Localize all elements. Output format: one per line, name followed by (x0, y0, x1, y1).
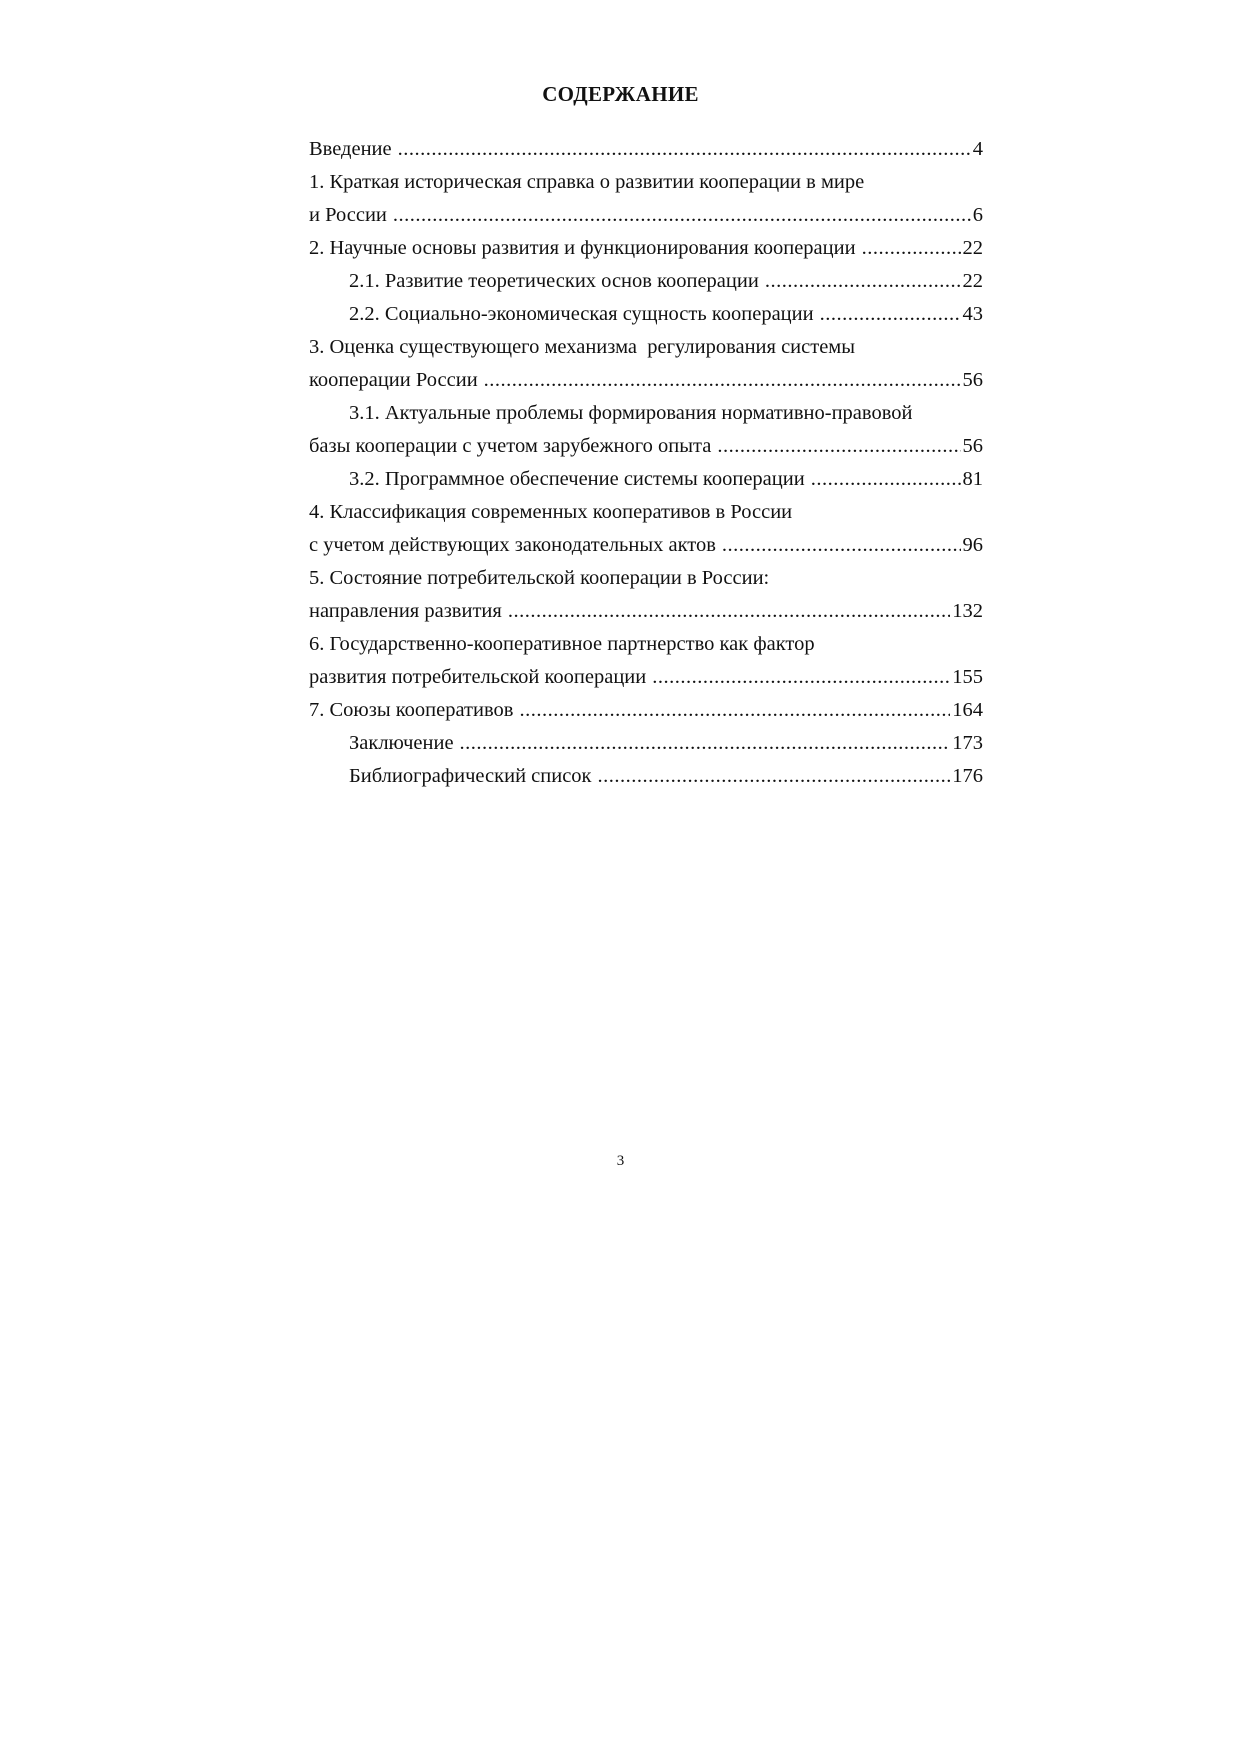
toc-entry-chapter-6-line-1 (309, 628, 983, 661)
toc-entry-chapter-1-line-2 (309, 199, 983, 232)
toc-entry-section-3-1-line-1 (309, 397, 983, 430)
dot-leader (811, 463, 961, 496)
dot-leader (598, 760, 951, 793)
toc-entry-page: 173 (952, 732, 983, 754)
toc-entry-page: 4 (972, 138, 983, 160)
toc-entry-text: кооперации России (309, 369, 478, 391)
toc-entry-page: 43 (962, 303, 983, 325)
toc-entry-chapter-4-line-2 (309, 529, 983, 562)
toc-entry-text: 7. Союзы кооперативов (309, 699, 514, 721)
toc-entry-section-2-2 (309, 298, 983, 331)
toc-entry-text: 3.1. Актуальные проблемы формирования нормативно-правовой (349, 402, 913, 424)
toc-entry-text: 2.2. Социально-экономическая сущность кооперации (349, 303, 814, 325)
toc-entry-chapter-2 (309, 232, 983, 265)
toc-entry-text: 6. Государственно-кооперативное партнерство как фактор (309, 633, 815, 655)
toc-entry-text: 4. Классификация современных кооперативов в России (309, 501, 793, 523)
toc-entry-page: 81 (962, 468, 983, 490)
toc-entry-page: 22 (962, 237, 983, 259)
toc-entry-page: 96 (962, 534, 983, 556)
dot-leader (820, 298, 961, 331)
toc-entry-chapter-5-line-1 (309, 562, 983, 595)
dot-leader (393, 199, 971, 232)
toc-entry-section-3-2 (309, 463, 983, 496)
toc-entry-text: 2. Научные основы развития и функционирования кооперации (309, 237, 856, 259)
page-number: 3 (616, 1153, 625, 1169)
table-of-contents (309, 133, 983, 793)
toc-entry-chapter-6-line-2 (309, 661, 983, 694)
toc-entry-page: 176 (952, 765, 983, 787)
toc-entry-bibliography (309, 760, 983, 793)
toc-entry-chapter-3-line-1 (309, 331, 983, 364)
toc-entry-page: 22 (962, 270, 983, 292)
toc-entry-text: направления развития (309, 600, 502, 622)
dot-leader (484, 364, 961, 397)
toc-entry-introduction (309, 133, 983, 166)
dot-leader (460, 727, 951, 760)
toc-entry-text: 3. Оценка существующего механизма регулирования системы (309, 336, 856, 358)
toc-entry-page: 56 (962, 369, 983, 391)
toc-entry-text: 5. Состояние потребительской кооперации в России: (309, 567, 770, 589)
dot-leader (508, 595, 950, 628)
toc-entry-conclusion (309, 727, 983, 760)
toc-entry-text: развития потребительской кооперации (309, 666, 647, 688)
toc-entry-text: 2.1. Развитие теоретических основ кооперации (349, 270, 759, 292)
dot-leader (398, 133, 971, 166)
toc-entry-text: Введение (309, 138, 392, 160)
toc-entry-page: 56 (962, 435, 983, 457)
toc-entry-chapter-5-line-2 (309, 595, 983, 628)
dot-leader (717, 430, 960, 463)
toc-entry-text: базы кооперации с учетом зарубежного опыта (309, 435, 712, 457)
toc-entry-text: с учетом действующих законодательных актов (309, 534, 716, 556)
page-title: СОДЕРЖАНИЕ (542, 82, 699, 106)
toc-entry-text: Заключение (349, 732, 454, 754)
toc-entry-chapter-7 (309, 694, 983, 727)
toc-entry-chapter-1-line-1 (309, 166, 983, 199)
toc-entry-chapter-3-line-2 (309, 364, 983, 397)
toc-entry-section-2-1 (309, 265, 983, 298)
dot-leader (519, 694, 950, 727)
toc-entry-page: 164 (952, 699, 983, 721)
dot-leader (652, 661, 950, 694)
dot-leader (722, 529, 961, 562)
toc-entry-text: и России (309, 204, 387, 226)
toc-entry-text: 3.2. Программное обеспечение системы кооперации (349, 468, 805, 490)
toc-entry-chapter-4-line-1 (309, 496, 983, 529)
dot-leader (862, 232, 961, 265)
toc-entry-text: Библиографический список (349, 765, 592, 787)
toc-entry-section-3-1-line-2 (309, 430, 983, 463)
toc-entry-page: 132 (952, 600, 983, 622)
toc-entry-page: 155 (952, 666, 983, 688)
toc-entry-text: 1. Краткая историческая справка о развитии кооперации в мире (309, 171, 865, 193)
dot-leader (765, 265, 961, 298)
toc-entry-page: 6 (972, 204, 983, 226)
